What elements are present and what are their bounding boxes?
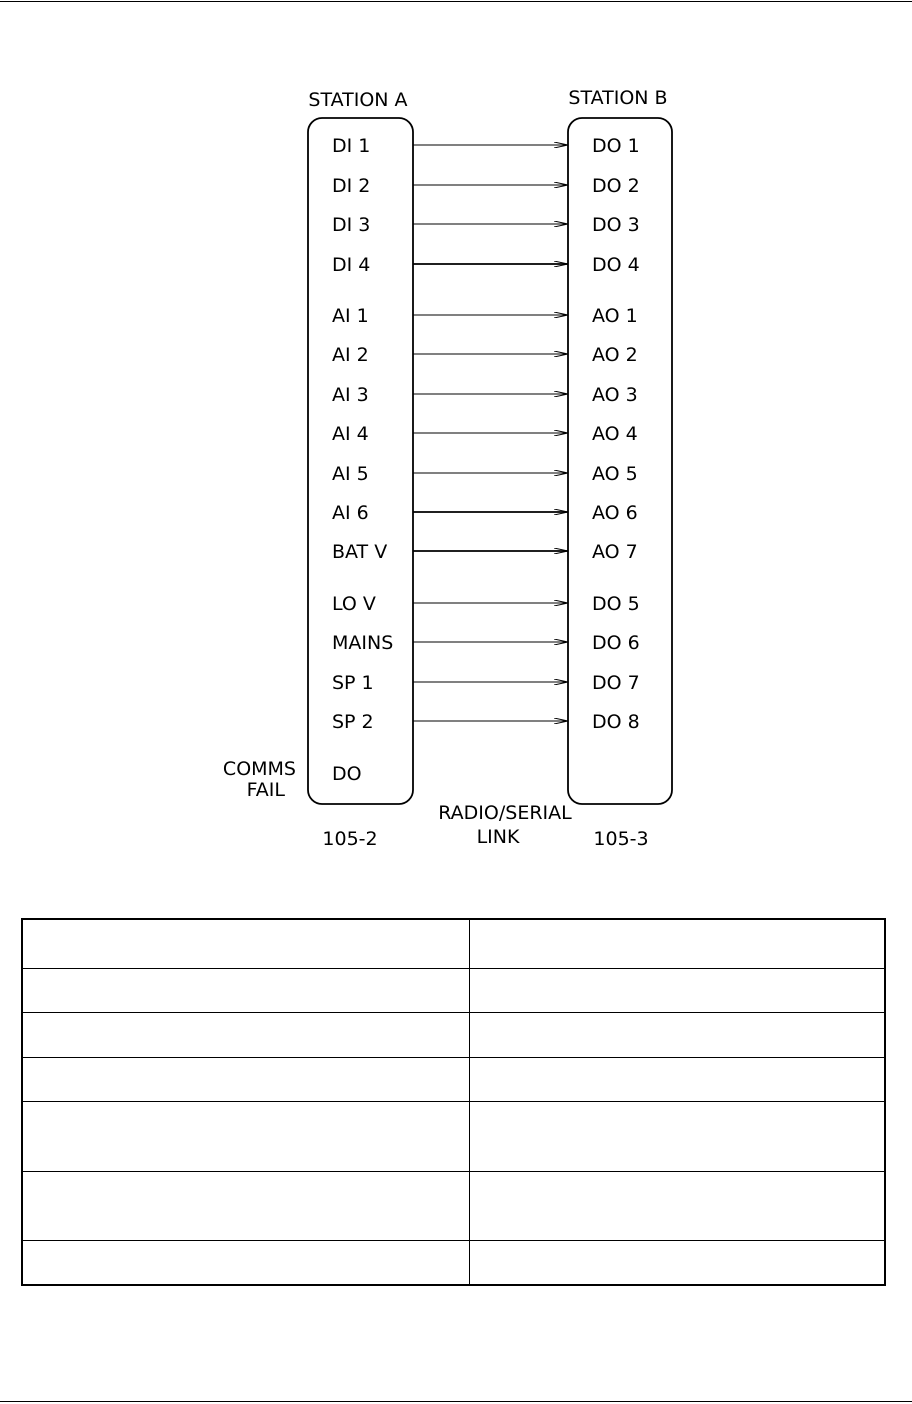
- station-b-point-label: DO 8: [592, 711, 640, 733]
- table-cell: [22, 968, 469, 1013]
- table-cell: [22, 1013, 469, 1058]
- station-a-point-label: DI 3: [332, 214, 371, 236]
- station-a-point-label: AI 3: [332, 384, 369, 406]
- table-row: [22, 968, 885, 1013]
- station-a-point-label: LO V: [332, 593, 376, 615]
- station-a-point-label: DI 1: [332, 135, 371, 157]
- station-b-point-label: AO 4: [592, 423, 638, 445]
- link-label-line-2: LINK: [476, 826, 520, 848]
- table-cell: [22, 919, 469, 968]
- station-a-point-label: SP 2: [332, 711, 374, 733]
- station-a-module-label: 105-2: [322, 828, 378, 850]
- station-b-point-label: DO 6: [592, 632, 640, 654]
- station-b-point-label: DO 7: [592, 672, 640, 694]
- table-row: [22, 1102, 885, 1171]
- station-a-point-label: AI 4: [332, 423, 369, 445]
- table-cell: [469, 1102, 885, 1171]
- station-a-point-label: BAT V: [332, 541, 388, 563]
- comms-fail-label-line-2: FAIL: [246, 779, 285, 801]
- footer-rule: [0, 1401, 912, 1402]
- station-a-point-label: SP 1: [332, 672, 374, 694]
- table-cell: [469, 1013, 885, 1058]
- station-b-point-label: AO 7: [592, 541, 638, 563]
- station-a-point-label: AI 1: [332, 305, 369, 327]
- station-b-point-label: DO 4: [592, 254, 640, 276]
- io-table: [21, 918, 886, 1286]
- table-cell: [22, 1171, 469, 1240]
- station-a-point-label: DI 4: [332, 254, 371, 276]
- table-row: [22, 1240, 885, 1285]
- station-b-point-label: AO 3: [592, 384, 638, 406]
- station-b-module-label: 105-3: [593, 828, 649, 850]
- station-b-point-label: DO 3: [592, 214, 640, 236]
- table-row: [22, 1171, 885, 1240]
- station-b-point-label: AO 1: [592, 305, 638, 327]
- station-a-do-point: DO: [332, 763, 362, 785]
- table-row: [22, 1013, 885, 1058]
- table-cell: [22, 1057, 469, 1102]
- station-a-point-label: AI 5: [332, 463, 369, 485]
- table-cell: [22, 1240, 469, 1285]
- table-cell: [469, 919, 885, 968]
- station-b-point-label: DO 2: [592, 175, 640, 197]
- station-a-point-label: AI 6: [332, 502, 369, 524]
- link-label-line-1: RADIO/SERIAL: [438, 802, 572, 824]
- station-b-point-label: AO 6: [592, 502, 638, 524]
- table-cell: [469, 1240, 885, 1285]
- station-a-title: STATION A: [308, 89, 408, 111]
- station-b-point-label: AO 2: [592, 344, 638, 366]
- station-a-point-label: AI 2: [332, 344, 369, 366]
- station-b-point-label: AO 5: [592, 463, 638, 485]
- table-cell: [469, 1057, 885, 1102]
- table-cell: [22, 1102, 469, 1171]
- table-row: [22, 919, 885, 968]
- station-a-point-label: MAINS: [332, 632, 394, 654]
- station-b-point-label: DO 5: [592, 593, 640, 615]
- comms-fail-label-line-1: COMMS: [222, 758, 296, 780]
- table-row: [22, 1057, 885, 1102]
- table-cell: [469, 1171, 885, 1240]
- table-cell: [469, 968, 885, 1013]
- station-b-title: STATION B: [568, 87, 668, 109]
- station-b-point-label: DO 1: [592, 135, 640, 157]
- station-a-point-label: DI 2: [332, 175, 371, 197]
